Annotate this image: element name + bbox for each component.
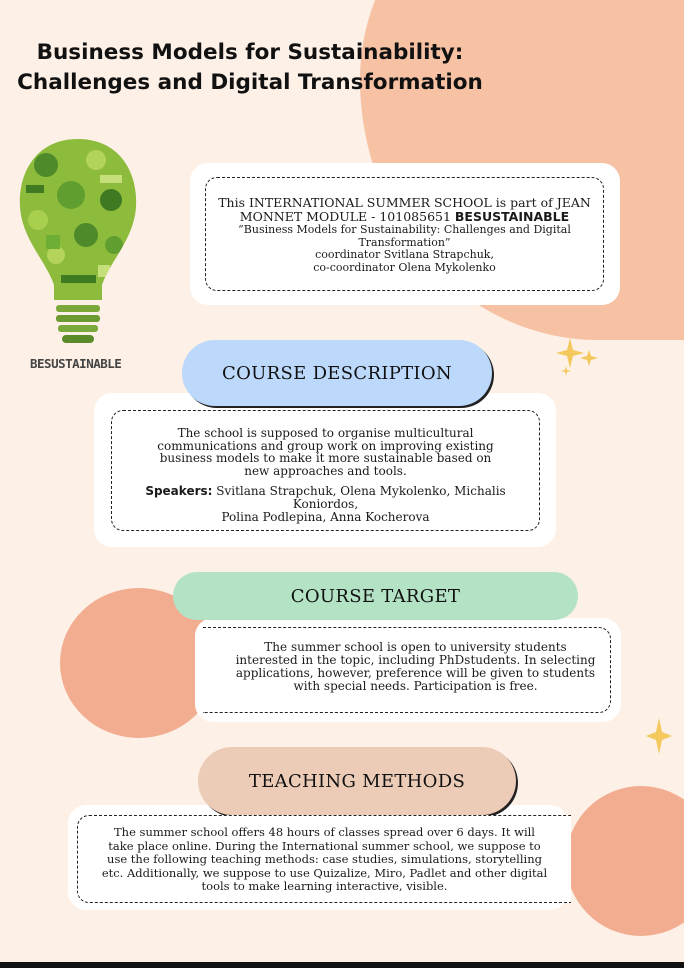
speakers-line <box>112 485 539 510</box>
speakers-label: Speakers: <box>145 484 213 499</box>
intro-line: co-coordinator Olena Mykolenko <box>313 260 496 274</box>
course-description-heading <box>182 340 492 406</box>
lightbulb-collage-icon <box>16 135 141 350</box>
description-box <box>111 410 540 531</box>
brand-label: BESUSTAINABLE <box>30 356 122 371</box>
section-heading: COURSE TARGET <box>290 585 461 607</box>
title-line: Business Models for Sustainability: <box>36 40 464 65</box>
target-line: interested in the topic, including PhDstudents. In selecting <box>235 653 596 667</box>
title-line: Challenges and Digital Transformation <box>17 70 483 95</box>
intro-line: Transformation” <box>358 235 451 249</box>
description-line: The school is supposed to organise multicultural <box>177 426 474 440</box>
description-line: new approaches and tools. <box>244 463 407 478</box>
teaching-methods-heading <box>198 747 516 815</box>
sparkle-icon <box>556 336 600 376</box>
teaching-line: use the following teaching methods: case studies, simulations, storytelling <box>107 852 542 866</box>
target-line: with special needs. Participation is free. <box>293 679 538 693</box>
teaching-line: The summer school offers 48 hours of classes spread over 6 days. It will <box>114 825 535 839</box>
bottom-border <box>0 962 684 968</box>
section-heading: COURSE DESCRIPTION <box>222 362 452 384</box>
teaching-box <box>77 815 571 903</box>
intro-line: This INTERNATIONAL SUMMER SCHOOL is part of JEAN <box>218 195 591 210</box>
target-box <box>203 627 611 713</box>
intro-box <box>205 177 604 291</box>
course-target-heading <box>173 572 578 620</box>
page-title <box>0 38 500 98</box>
section-heading: TEACHING METHODS <box>248 770 466 792</box>
speakers-line: Polina Podlepina, Anna Kocherova <box>221 509 430 524</box>
intro-line: “Business Models for Sustainability: Challenges and Digital <box>238 223 571 236</box>
intro-line <box>206 210 603 224</box>
speakers-names: Svitlana Strapchuk, Olena Mykolenko, Michalis Koniordos, <box>212 484 506 511</box>
intro-line: coordinator Svitlana Strapchuk, <box>315 248 494 261</box>
intro-module-name: BESUSTAINABLE <box>454 209 570 224</box>
teaching-line: tools to make learning interactive, visible. <box>201 879 448 893</box>
target-line: applications, however, preference will be given to students <box>235 666 596 680</box>
description-line: communications and group work on improving existing <box>157 438 494 453</box>
intro-module-text: MONNET MODULE - 101085651 <box>239 209 455 224</box>
sparkle-icon <box>646 718 672 754</box>
teaching-line: etc. Additionally, we suppose to use Quizalize, Miro, Padlet and other digital <box>101 865 548 880</box>
teaching-line: take place online. During the International summer school, we suppose to <box>108 838 541 853</box>
target-line: The summer school is open to university students <box>264 640 567 654</box>
description-line: business models to make it more sustainable based on <box>159 451 492 466</box>
decorative-circle <box>566 786 684 936</box>
